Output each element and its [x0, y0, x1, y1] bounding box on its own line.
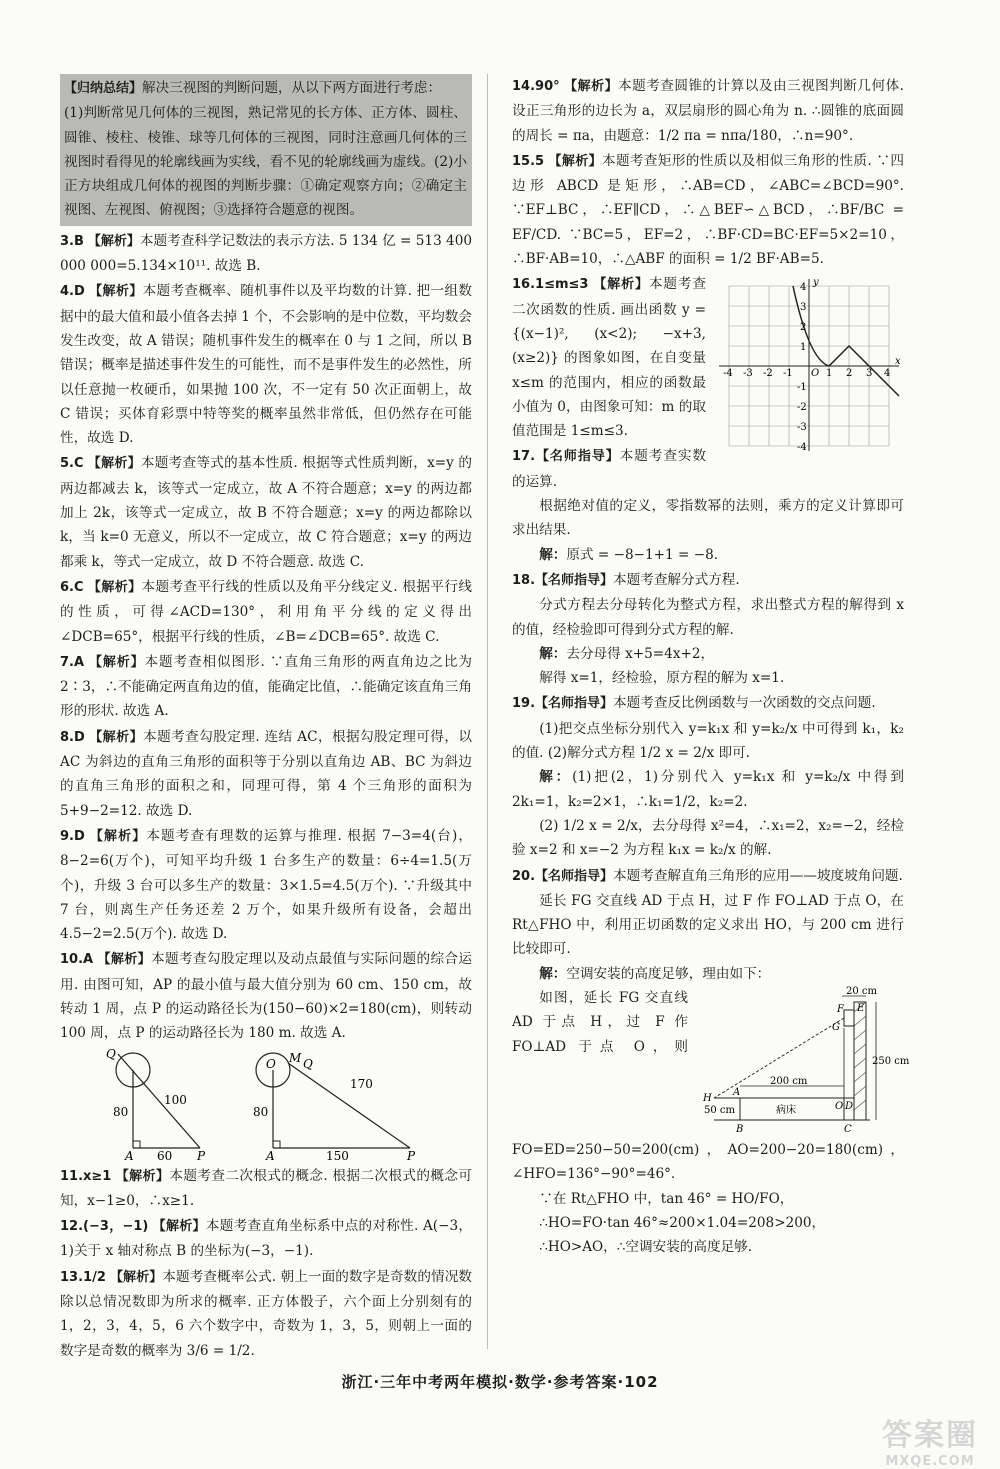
y-tick: -3 [797, 422, 807, 434]
answer-8 [60, 725, 472, 823]
label-e: E [857, 1002, 865, 1014]
page-footer: 浙江·三年中考两年模拟·数学·参考答案·102 [341, 1373, 659, 1391]
right-angle-mark [133, 1141, 140, 1148]
solution-text: 空调安装的高度足够，理由如下： [566, 965, 771, 982]
label-q: Q [303, 1056, 313, 1071]
label-f: F [837, 1003, 844, 1015]
q-hint: 分式方程去分母转化为整式方程，求出整式方程的解得到 x 的值，经检验即可得到分式方程的解. [512, 597, 904, 638]
left-column [60, 74, 472, 1364]
label-a: A [266, 1148, 275, 1163]
label-h: H [703, 1092, 712, 1104]
q-tag: 【解析】 [88, 284, 143, 300]
x-tick: 4 [884, 368, 891, 380]
q-tag: 【解析】 [87, 233, 140, 249]
air-conditioner [844, 1010, 854, 1026]
x-tick: 3 [866, 368, 873, 380]
label-80: 80 [253, 1104, 269, 1119]
q-num: 11. [60, 1168, 84, 1184]
label-o: O [835, 1100, 844, 1112]
q-text: 本题考查勾股定理. 连结 AC，根据勾股定理可得，以 AC 为斜边的直角三角形的面积等于分别以直角边 AB、BC 为斜边的直角三角形的面积之和，同理可得，第 4 个三角形的面积为 5+9−2=12. 故选 D. [60, 728, 472, 819]
q-tag: 【解析】 [109, 1269, 163, 1285]
q-ans: A [83, 952, 94, 968]
label-p: P [407, 1148, 416, 1163]
q-num: 5. [60, 456, 74, 472]
answer-6 [60, 575, 472, 649]
q-tag: 【名师指导】 [535, 696, 614, 712]
watermark-url: MXQE.COM [885, 1454, 975, 1469]
dim-height: 250 cm [872, 1055, 910, 1067]
q-num: 7. [60, 654, 74, 670]
q-hint: 延长 FG 交直线 AD 于点 H，过 F 作 FO⊥AD 于点 O，在 Rt△FHO 中，利用正切函数的定义求出 HO，与 200 cm 进行比较即可. [512, 892, 904, 958]
wall [854, 1002, 866, 1120]
q-tag: 【解析】 [87, 579, 142, 595]
q-hint: 根据绝对值的定义，零指数幂的法则，乘方的定义计算即可求出结果. [512, 498, 904, 539]
label-80: 80 [113, 1104, 129, 1119]
q-text: 本题考查解直角三角形的应用——坡度坡角问题. [613, 867, 903, 884]
q-num: 20. [512, 868, 536, 884]
q-text: 本题考查二次根式的概念. 根据二次根式的概念可知，x−1≥0，∴x≥1. [60, 1167, 472, 1209]
x-tick: 1 [826, 368, 833, 380]
summary-box [60, 74, 472, 226]
q-num: 14. [512, 79, 536, 94]
answer-13 [60, 1265, 472, 1363]
solution-text: ∴HO=FO·tan 46°≈200×1.04=208>200， [539, 1214, 826, 1231]
rope-line [288, 1063, 410, 1148]
label-p: P [197, 1148, 206, 1163]
q-text: 本题考查科学记数法的表示方法. 5 134 亿 = 513 400 000 000=5.134×10¹¹. 故选 B. [60, 232, 472, 275]
q-text: 本题考查矩形的性质以及相似三角形的性质. ∵四边形 ABCD 是矩形，∴AB=CD，∠ABC=∠BCD=90°. ∵EF⊥BC，∴EF∥CD，∴△BEF∽△BCD，∴BF/BC = EF/CD. ∵BC=5，EF=2，∴BF·CD=BC·EF=5×2=10，∴BF·AB=10，∴△ABF 的面积 = 1/2 BF·AB=5. [512, 152, 904, 268]
solution-text: (1)把(2，1)分别代入 y=k₁x 和 y=k₂/x 中得到 2k₁=1，k₂=2×1，∴k₁=1/2，k₂=2. [512, 769, 905, 810]
q-tag: 【解析】 [88, 828, 147, 844]
q-text: 本题考查相似图形. ∵直角三角形的两直角边之比为 2∶3，∴不能确定两直角边的值，能确定比值，∴能确定该直角三角形的形状. 故选 A. [60, 653, 472, 720]
dim-top: 20 cm [846, 985, 877, 997]
y-tick: -2 [797, 402, 807, 414]
wall-hatch [854, 1002, 866, 1110]
label-a: A [125, 1148, 134, 1163]
label-a: A [733, 1086, 741, 1098]
column-divider [487, 74, 488, 1349]
q-ans: 1≤m≤3 [535, 277, 589, 293]
label-100: 100 [164, 1092, 187, 1107]
x-tick: 2 [846, 368, 853, 380]
q-num: 6. [60, 579, 74, 595]
y-label: y [813, 277, 819, 289]
q-text: 本题考查概率、随机事件以及平均数的计算. 把一组数据中的最大值和最小值各去掉 1 个，不会影响的是中位数，平均数会发生改变，故 A 错误；随机事件发生的概率在 0 与 1 之间，所以 B 错误；概率是描述事件发生的可能性，而不是事件发生的必然性，所以任意抛一枚硬币，如果抛 100 次，不一定有 50 次正面朝上，故 C 错误；买体育彩票中特等奖的概率虽然非常低，但仍然存在可能性，故选 D. [60, 283, 472, 447]
dim-width: 200 cm [770, 1075, 808, 1087]
summary-intro: 解决三视图的判断问题，从以下两方面进行考虑： [142, 80, 442, 96]
q-tag: 【解析】 [115, 1168, 170, 1184]
x-tick: -1 [783, 368, 793, 380]
label-d: D [845, 1100, 854, 1112]
origin-label: O [811, 368, 820, 380]
q-text: 本题考查有理数的运算与推理. 根据 7−3=4(台)，8−2=6(万个)，可知平均升级 1 台多生产的数量：6÷4=1.5(万个)，升级 3 台可以多生产的数量：3×1.5=4.5(万个). ∵升级其中 7 台，则离生产任务还差 2 万个，如果升级所有设备，会超出 4.5−2=2.5(万个). 故选 D. [60, 827, 472, 943]
q-tag: 【解析】 [548, 153, 602, 169]
q-text: 本题考查圆锥的计算以及由三视图判断几何体. 设正三角形的边长为 a，双层扇形的圆心角为 n. ∴圆锥的底面圆的周长 = πa，由题意：1/2 πa = nπa/180，∴n=90°. [512, 78, 904, 144]
answer-17 [512, 444, 904, 566]
label-b: B [736, 1123, 744, 1135]
label-170: 170 [350, 1076, 373, 1091]
q-num: 16. [512, 277, 536, 293]
solution-text: 去分母得 x+5=4x+2， [566, 645, 715, 662]
q-num: 17. [512, 449, 536, 465]
q-tag: 【解析】 [87, 456, 141, 472]
q-ans: D [73, 729, 85, 745]
q-text: 本题考查解分式方程. [613, 571, 740, 588]
q-ans: C [73, 579, 84, 595]
q-tag: 【名师指导】 [535, 572, 614, 588]
solution-text: 如图，延长 FG 交直线 AD 于点 H，过 F 作 FO⊥AD 于点 O，则 FO=ED=250−50=200(cm)，AO=200−20=180(cm)，∠HFO=136°−90°=46°. [512, 989, 904, 1183]
q-num: 4. [60, 284, 74, 300]
q-ans: D [73, 284, 85, 300]
solution-text: ∵在 Rt△FHO 中，tan 46° = HO/FO， [539, 1190, 794, 1207]
answer-19 [512, 691, 904, 862]
answer-15 [512, 149, 904, 271]
q-tag: 【解析】 [88, 729, 144, 745]
watermark [882, 1410, 978, 1469]
y-tick: 4 [800, 282, 807, 294]
answer-10 [60, 947, 472, 1045]
answer-12 [60, 1214, 472, 1264]
q-ans: x≥1 [83, 1168, 112, 1184]
q-ans: 90° [535, 79, 560, 94]
right-angle-mark [273, 1141, 280, 1148]
q-text: 本题考查等式的基本性质. 根据等式性质判断，x=y 的两边都减去 k，该等式一定成立，故 A 不符合题意；x=y 的两边都加上 2k，该等式一定成立，故 B 不符合题意；x=y 的两边都除以 k，当 k=0 无意义，所以不一定成立，故 C 符合题意；x=y 的两边都乘 k，等式一定成立，故 D 不符合题意. 故选 C. [60, 455, 472, 570]
q-tag: 【名师指导】 [535, 868, 614, 884]
q-tag: 【解析】 [88, 654, 145, 670]
label-o: O [266, 1056, 276, 1071]
q-hint: (1)把交点坐标分别代入 y=k₁x 和 y=k₂/x 中可得到 k₁，k₂ 的值. (2)解分式方程 1/2 x = 2/x 即可. [512, 720, 904, 762]
q-tag: 【解析】 [97, 952, 151, 968]
y-tick: 2 [800, 322, 807, 334]
x-tick: -2 [763, 368, 773, 380]
figure-10 [60, 1046, 472, 1163]
rope-line [118, 1054, 200, 1148]
label-150: 150 [326, 1148, 349, 1163]
label-q: Q [106, 1046, 116, 1061]
q-tag: 【解析】 [592, 277, 649, 293]
answer-16 [512, 272, 904, 454]
q-ans: 5 [535, 153, 545, 169]
q-num: 15. [512, 153, 536, 169]
q-num: 12. [60, 1219, 84, 1235]
q-ans: D [73, 828, 85, 844]
solution-text: (2) 1/2 x = 2/x，去分母得 x²=4，∴x₁=2，x₂=−2，经检验 x=2 和 x=−2 为方程 k₁x = k₂/x 的解. [512, 817, 904, 859]
answer-20 [512, 864, 910, 1260]
q-tag: 【名师指导】 [535, 449, 620, 465]
figure-10-diagram [60, 1046, 472, 1163]
q-tag: 【解析】 [152, 1219, 206, 1235]
q-num: 13. [60, 1269, 84, 1285]
q-tag: 【解析】 [563, 79, 619, 94]
y-tick: -1 [797, 382, 807, 394]
solution-label: 解： [539, 546, 567, 563]
solution-text: 原式 = −8−1+1 = −8. [566, 546, 719, 563]
q-text: 本题考查反比例函数与一次函数的交点问题. [613, 695, 876, 712]
q-num: 9. [60, 828, 74, 844]
answer-18 [512, 568, 904, 690]
q-text: 本题考查实数的运算. [512, 448, 706, 490]
dim-depth: 50 cm [704, 1104, 735, 1116]
q-text: 本题考查二次函数的性质. 画出函数 y = {(x−1)², (x<2); −x+3, (x≥2)} 的图象如图，在自变量 x≤m 的范围内，相应的函数最小值为 0，由图象可知：m 的取值范围是 1≤m≤3. [512, 276, 706, 440]
q-ans: B [73, 233, 84, 249]
q-num: 10. [60, 952, 84, 968]
solution-text: 解得 x=1，经检验，原方程的解为 x=1. [539, 670, 785, 687]
q-ans: A [73, 654, 85, 670]
answer-11 [60, 1164, 472, 1214]
label-c: C [844, 1123, 852, 1135]
x-tick: -3 [743, 368, 753, 380]
figure-10-left [106, 1047, 206, 1163]
q-num: 18. [512, 572, 536, 588]
solution-label: 解： [539, 769, 573, 786]
y-tick: 1 [800, 342, 807, 354]
label-60: 60 [157, 1148, 173, 1163]
q-ans: 1/2 [83, 1269, 106, 1285]
q-num: 19. [512, 696, 536, 712]
bed-label: 病床 [776, 1104, 796, 1116]
summary-body: (1)判断常见几何体的三视图，熟记常见的长方体、正方体、圆柱、圆锥、棱柱、棱锥、球等几何体的三视图，同时注意画几何体的三视图时看得见的轮廓线画为实线，看不见的轮廓线画为虚线。(2)小正方块组成几何体的视图的判断步骤：①确定观察方向；②确定主视图、左视图、俯视图；③选择符合题意的视图。 [64, 105, 467, 219]
solution-label: 解： [539, 965, 567, 982]
q-text: 本题考查概率公式. 朝上一面的数字是奇数的情况数除以总情况数即为所求的概率. 正方体骰子，六个面上分别刻有的 1，2，3，4，5，6 六个数字中，奇数为 1，3，5，则朝上一面的数字是奇数的概率为 3/6 = 1/2. [60, 1268, 472, 1359]
right-column [512, 74, 910, 1260]
answer-5 [60, 451, 472, 573]
q-text: 本题考查直角坐标系中点的对称性. A(−3，1)关于 x 轴对称点 B 的坐标为(−3，−1). [60, 1218, 472, 1260]
q-num: 8. [60, 729, 74, 745]
answer-7 [60, 650, 472, 724]
watermark-logo: 答案圈 [882, 1418, 978, 1453]
solution-text: ∴HO>AO，∴空调安装的高度足够. [539, 1239, 753, 1256]
figure-20-diagram [694, 985, 910, 1138]
q-ans: C [73, 456, 84, 472]
answer-9 [60, 824, 472, 946]
q-ans: (−3，−1) [83, 1219, 149, 1235]
solution-label: 解： [539, 645, 567, 662]
x-label: x [895, 356, 901, 368]
answer-14 [512, 74, 904, 148]
function-graph [714, 276, 904, 456]
y-tick: 3 [800, 302, 807, 314]
answer-3 [60, 229, 472, 279]
summary-tag: 【归纳总结】 [64, 81, 143, 96]
q-num: 3. [60, 233, 74, 249]
label-m: M [289, 1050, 302, 1065]
y-tick: -4 [797, 442, 807, 454]
q-text: 本题考查平行线的性质以及角平分线定义. 根据平行线的性质，可得∠ACD=130°，利用角平分线的定义得出∠DCB=65°，根据平行线的性质，∠B=∠DCB=65°. 故选 C. [60, 578, 472, 645]
answer-4 [60, 279, 472, 450]
q-text: 本题考查勾股定理以及动点最值与实际问题的综合运用. 由图可知，AP 的最小值与最大值分别为 60 cm、150 cm，故转动 1 周，点 P 的运动路径长为(150−60)×2=180(cm)，则转动 100 周，点 P 的运动路径长为 180 m. 故选 A. [60, 951, 472, 1042]
x-tick: -4 [723, 368, 733, 380]
label-g: G [832, 1021, 840, 1033]
figure-10-right [253, 1051, 416, 1163]
